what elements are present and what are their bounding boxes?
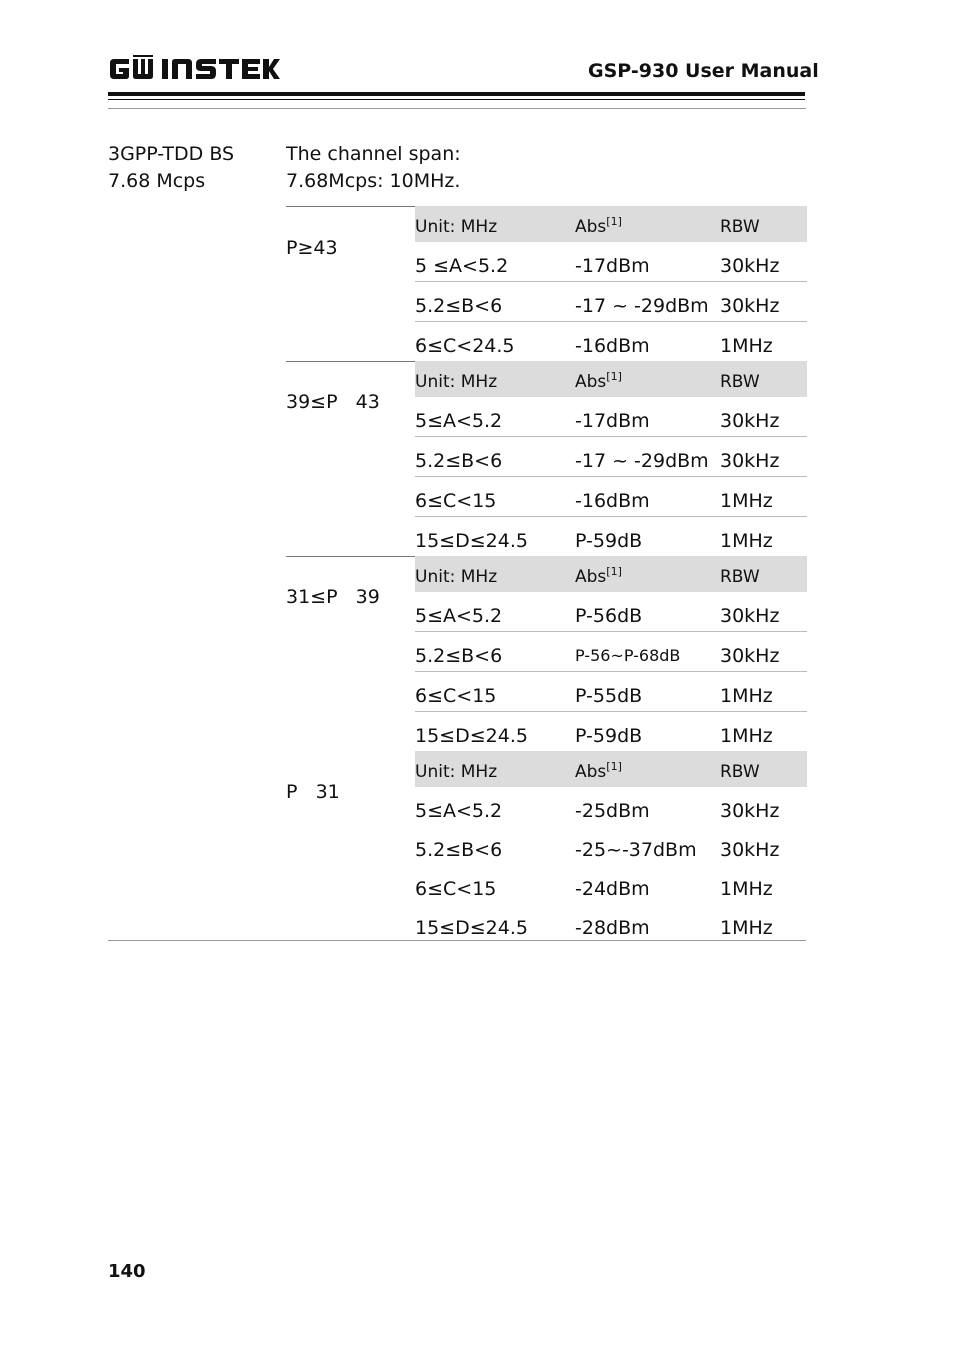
abs-footnote-ref: [1] — [606, 215, 622, 228]
header-rule-thick — [108, 92, 805, 96]
table-row — [415, 242, 807, 282]
abs-limit-cell: -17 ~ -29dBm — [575, 295, 709, 317]
abs-limit-cell: -17dBm — [575, 255, 650, 277]
table-header-row — [415, 751, 807, 787]
power-group — [286, 556, 807, 751]
header-rule-thin — [108, 99, 805, 100]
spec-description — [286, 141, 461, 195]
frequency-range-cell: 5.2≤B<6 — [415, 295, 503, 317]
abs-limit-cell: P-59dB — [575, 530, 643, 552]
frequency-range-cell: 6≤C<15 — [415, 490, 497, 512]
frequency-range-cell: 5≤A<5.2 — [415, 800, 503, 822]
rbw-cell: 1MHz — [720, 917, 773, 939]
table-row — [415, 826, 807, 865]
table-row — [415, 282, 807, 322]
table-row — [415, 437, 807, 477]
rbw-cell: 30kHz — [720, 800, 780, 822]
power-level-label: P 31 — [286, 781, 340, 803]
table-header-row — [415, 556, 807, 592]
abs-limit-cell: P-59dB — [575, 725, 643, 747]
abs-limit-cell: -16dBm — [575, 490, 650, 512]
category-line-2: 7.68 Mcps — [108, 170, 206, 192]
abs-footnote-ref: [1] — [606, 565, 622, 578]
abs-limit-cell: P-56~P-68dB — [575, 646, 681, 665]
table-row — [415, 787, 807, 826]
rbw-header: RBW — [720, 762, 760, 782]
rbw-cell: 1MHz — [720, 490, 773, 512]
rbw-cell: 1MHz — [720, 725, 773, 747]
power-level-label: 39≤P 43 — [286, 391, 380, 413]
unit-header: Unit: MHz — [415, 217, 498, 237]
unit-header: Unit: MHz — [415, 372, 498, 392]
group-separator — [286, 361, 415, 362]
abs-header-label: Abs — [575, 217, 607, 237]
abs-limit-cell: -16dBm — [575, 335, 650, 357]
gw-instek-logo — [108, 55, 280, 83]
power-group — [286, 361, 807, 556]
table-header-row — [415, 361, 807, 397]
rbw-header: RBW — [720, 567, 760, 587]
abs-header — [575, 372, 622, 392]
abs-footnote-ref: [1] — [606, 760, 622, 773]
power-level-label: 31≤P 39 — [286, 586, 380, 608]
abs-limit-cell: -25dBm — [575, 800, 650, 822]
frequency-range-cell: 5≤A<5.2 — [415, 605, 503, 627]
table-row — [415, 865, 807, 904]
abs-header-label: Abs — [575, 762, 607, 782]
spec-category — [108, 141, 234, 195]
rbw-cell: 30kHz — [720, 255, 780, 277]
abs-limit-cell: -24dBm — [575, 878, 650, 900]
power-group — [286, 751, 807, 943]
frequency-range-cell: 6≤C<15 — [415, 878, 497, 900]
rbw-cell: 30kHz — [720, 605, 780, 627]
table-header-row — [415, 206, 807, 242]
frequency-range-cell: 5 ≤A<5.2 — [415, 255, 509, 277]
rbw-cell: 1MHz — [720, 530, 773, 552]
abs-footnote-ref: [1] — [606, 370, 622, 383]
frequency-range-cell: 15≤D≤24.5 — [415, 725, 528, 747]
rbw-cell: 1MHz — [720, 685, 773, 707]
description-line-1: The channel span: — [286, 143, 461, 165]
rbw-cell: 30kHz — [720, 645, 780, 667]
frequency-range-cell: 5.2≤B<6 — [415, 839, 503, 861]
table-row — [415, 397, 807, 437]
rbw-cell: 30kHz — [720, 295, 780, 317]
table-row — [415, 517, 807, 556]
abs-limit-cell: P-55dB — [575, 685, 643, 707]
abs-limit-cell: -17dBm — [575, 410, 650, 432]
table-row — [415, 672, 807, 712]
abs-limit-cell: -25~-37dBm — [575, 839, 697, 861]
frequency-range-cell: 6≤C<24.5 — [415, 335, 515, 357]
rbw-header: RBW — [720, 217, 760, 237]
table-row — [415, 904, 807, 943]
rbw-cell: 30kHz — [720, 839, 780, 861]
abs-header-label: Abs — [575, 372, 607, 392]
rbw-cell: 30kHz — [720, 450, 780, 472]
abs-header-label: Abs — [575, 567, 607, 587]
manual-title: GSP-930 User Manual — [588, 60, 819, 82]
table-row — [415, 477, 807, 517]
power-level-label: P≥43 — [286, 237, 338, 259]
unit-header: Unit: MHz — [415, 567, 498, 587]
spurious-emission-table — [286, 206, 807, 943]
frequency-range-cell: 15≤D≤24.5 — [415, 917, 528, 939]
abs-limit-cell: P-56dB — [575, 605, 643, 627]
page-number: 140 — [108, 1261, 146, 1282]
frequency-range-cell: 6≤C<15 — [415, 685, 497, 707]
abs-header — [575, 567, 622, 587]
table-row — [415, 712, 807, 751]
description-line-2: 7.68Mcps: 10MHz. — [286, 170, 461, 192]
frequency-range-cell: 5.2≤B<6 — [415, 450, 503, 472]
unit-header: Unit: MHz — [415, 762, 498, 782]
abs-header — [575, 217, 622, 237]
frequency-range-cell: 5≤A<5.2 — [415, 410, 503, 432]
table-row — [415, 322, 807, 361]
rbw-cell: 1MHz — [720, 335, 773, 357]
power-group — [286, 206, 807, 361]
rbw-header: RBW — [720, 372, 760, 392]
abs-limit-cell: -17 ~ -29dBm — [575, 450, 709, 472]
frequency-range-cell: 15≤D≤24.5 — [415, 530, 528, 552]
group-separator — [286, 556, 415, 557]
rbw-cell: 1MHz — [720, 878, 773, 900]
abs-header — [575, 762, 622, 782]
table-row — [415, 592, 807, 632]
section-top-rule — [108, 108, 806, 109]
section-bottom-rule — [108, 940, 806, 941]
rbw-cell: 30kHz — [720, 410, 780, 432]
table-row — [415, 632, 807, 672]
category-line-1: 3GPP-TDD BS — [108, 143, 235, 165]
frequency-range-cell: 5.2≤B<6 — [415, 645, 503, 667]
abs-limit-cell: -28dBm — [575, 917, 650, 939]
